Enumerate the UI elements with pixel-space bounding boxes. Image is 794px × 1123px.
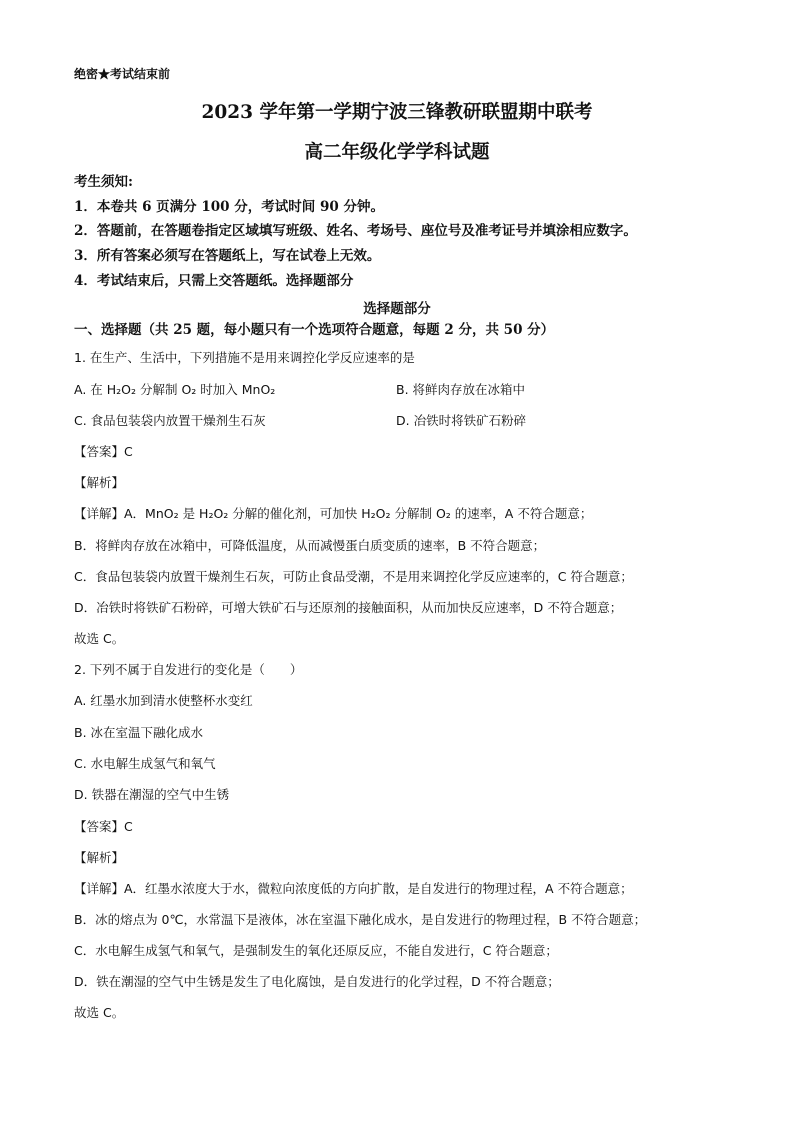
q1-option-d: D. 冶铁时将铁矿石粉碎 (396, 413, 527, 428)
notice-item-1: 1．本卷共 6 页满分 100 分，考试时间 90 分钟。 (74, 199, 384, 215)
q1-option-b: B. 将鲜肉存放在冰箱中 (396, 382, 526, 397)
q2-answer: 【答案】C (74, 819, 133, 834)
exam-title: 2023 学年第一学期宁波三锋教研联盟期中联考 (201, 102, 593, 123)
section-title: 选择题部分 (363, 301, 431, 317)
q2-option-d: D. 铁器在潮湿的空气中生锈 (74, 787, 230, 802)
notice-item-3: 3．所有答案必须写在答题纸上，写在试卷上无效。 (74, 248, 381, 264)
q1-detail-5: 故选 C。 (74, 631, 125, 646)
q1-detail-4: D．冶铁时将铁矿石粉碎，可增大铁矿石与还原剂的接触面积，从而加快反应速率，D 不符合题意； (74, 600, 623, 615)
q1-detail-1: 【详解】A．MnO₂ 是 H₂O₂ 分解的催化剂，可加快 H₂O₂ 分解制 O₂ 的速率，A 不符合题意； (74, 506, 593, 521)
q2-option-a: A. 红墨水加到清水使整杯水变红 (74, 693, 253, 708)
q2-stem: 2. 下列不属于自发进行的变化是（ ） (74, 662, 303, 677)
q2-option-b: B. 冰在室温下融化成水 (74, 725, 204, 740)
q2-detail-5: 故选 C。 (74, 1005, 125, 1020)
q1-stem: 1. 在生产、生活中，下列措施不是用来调控化学反应速率的是 (74, 350, 415, 365)
q2-detail-2: B．冰的熔点为 0℃，水常温下是液体，冰在室温下融化成水，是自发进行的物理过程，B 不符合题意； (74, 912, 647, 927)
notice-item-4: 4．考试结束后，只需上交答题纸。选择题部分 (74, 273, 354, 289)
q1-analysis-tag: 【解析】 (74, 475, 125, 490)
q2-option-c: C. 水电解生成氢气和氧气 (74, 756, 216, 771)
q1-detail-2: B．将鲜肉存放在冰箱中，可降低温度，从而减慢蛋白质变质的速率，B 不符合题意； (74, 538, 546, 553)
q2-analysis-tag: 【解析】 (74, 850, 125, 865)
q1-detail-3: C．食品包装袋内放置干燥剂生石灰，可防止食品受潮，不是用来调控化学反应速率的，C 符合题意； (74, 569, 633, 584)
q1-option-a: A. 在 H₂O₂ 分解制 O₂ 时加入 MnO₂ (74, 382, 276, 397)
notice-heading: 考生须知: (74, 174, 133, 190)
q1-answer: 【答案】C (74, 444, 133, 459)
part-heading: 一、选择题（共 25 题，每小题只有一个选项符合题意，每题 2 分，共 50 分） (74, 322, 555, 338)
q2-detail-3: C．水电解生成氢气和氧气，是强制发生的氧化还原反应，不能自发进行，C 符合题意； (74, 943, 558, 958)
notice-item-2: 2．答题前，在答题卷指定区域填写班级、姓名、考场号、座位号及准考证号并填涂相应数字。 (74, 223, 637, 239)
q1-option-c: C. 食品包装袋内放置干燥剂生石灰 (74, 413, 266, 428)
q2-detail-4: D．铁在潮湿的空气中生锈是发生了电化腐蚀，是自发进行的化学过程，D 不符合题意； (74, 974, 560, 989)
q2-detail-1: 【详解】A．红墨水浓度大于水，微粒向浓度低的方向扩散，是自发进行的物理过程，A 不符合题意； (74, 881, 633, 896)
exam-subtitle: 高二年级化学学科试题 (304, 142, 490, 163)
secret-mark: 绝密★考试结束前 (74, 67, 171, 81)
